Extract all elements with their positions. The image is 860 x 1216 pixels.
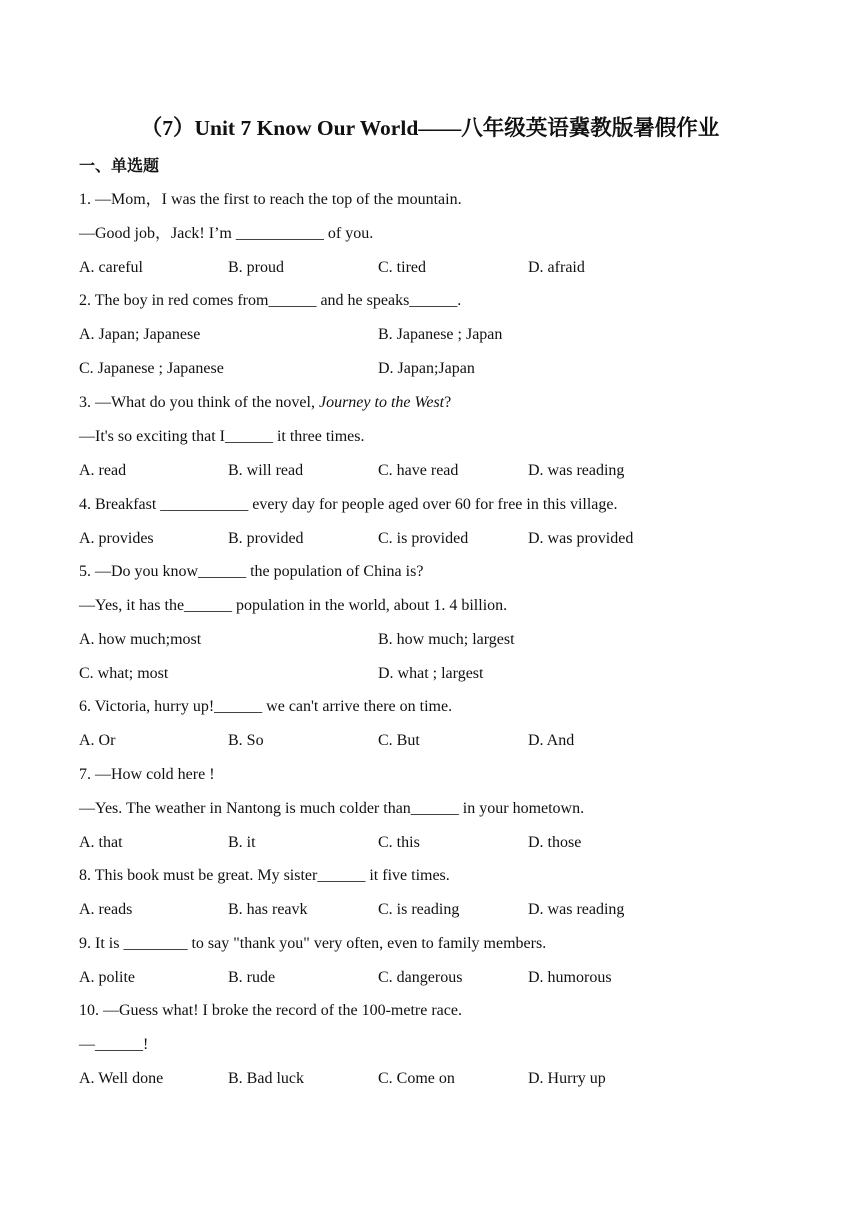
question-2-option-d: D. Japan;Japan — [378, 360, 475, 377]
question-2-option-c: C. Japanese ; Japanese — [79, 360, 224, 377]
question-8-option-b: B. has reavk — [228, 901, 308, 918]
question-9-option-b: B. rude — [228, 969, 276, 986]
question-5-option-a: A. how much;most — [79, 631, 202, 648]
question-3-stem-1 — [79, 392, 451, 414]
question-7-option-b: B. it — [228, 834, 256, 851]
question-7-stem-2: —Yes. The weather in Nantong is much colder than______ in your hometown. — [79, 800, 585, 817]
question-8-option-d: D. was reading — [528, 901, 625, 918]
question-9-option-c: C. dangerous — [378, 969, 463, 986]
question-1-option-c: C. tired — [378, 259, 426, 276]
question-5-stem-2: —Yes, it has the______ population in the world, about 1. 4 billion. — [79, 597, 508, 614]
question-4-option-b: B. provided — [228, 530, 304, 547]
question-2-option-b: B. Japanese ; Japan — [378, 326, 503, 343]
question-3-stem-2: —It's so exciting that I______ it three times. — [79, 428, 365, 445]
novel-title: Journey to the West — [318, 394, 445, 411]
question-10-option-a: A. Well done — [79, 1070, 164, 1087]
question-6-option-c: C. But — [378, 732, 420, 749]
question-1-stem-2: —Good job，Jack! I’m ___________ of you. — [79, 225, 374, 242]
question-6-option-d: D. And — [528, 732, 575, 749]
question-8-option-c: C. is reading — [378, 901, 460, 918]
question-5-option-b: B. how much; largest — [378, 631, 515, 648]
question-6-stem: 6. Victoria, hurry up!______ we can't arrive there on time. — [79, 698, 453, 715]
question-7-stem-1: 7. —How cold here ! — [79, 766, 215, 783]
question-3-option-d: D. was reading — [528, 462, 625, 479]
question-4-option-a: A. provides — [79, 530, 154, 547]
question-5-option-c: C. what; most — [79, 665, 169, 682]
question-4-option-d: D. was provided — [528, 530, 634, 547]
question-1-stem-1: 1. —Mom，I was the first to reach the top of the mountain. — [79, 191, 462, 208]
question-8-stem: 8. This book must be great. My sister______ it five times. — [79, 867, 450, 884]
question-9-option-a: A. polite — [79, 969, 135, 986]
question-5-option-d: D. what ; largest — [378, 665, 484, 682]
question-10-option-b: B. Bad luck — [228, 1070, 304, 1087]
question-3-stem-prefix: 3. —What do you think of the novel, — [79, 394, 319, 411]
question-8-option-a: A. reads — [79, 901, 133, 918]
section-heading: 一、单选题 — [79, 158, 160, 175]
question-5-stem-1: 5. —Do you know______ the population of China is? — [79, 563, 424, 580]
question-2-stem: 2. The boy in red comes from______ and he speaks______. — [79, 292, 462, 309]
question-6-option-b: B. So — [228, 732, 264, 749]
question-3-option-b: B. will read — [228, 462, 304, 479]
question-9-option-d: D. humorous — [528, 969, 612, 986]
question-1-option-b: B. proud — [228, 259, 284, 276]
question-10-option-d: D. Hurry up — [528, 1070, 606, 1087]
question-7-option-d: D. those — [528, 834, 582, 851]
question-6-option-a: A. Or — [79, 732, 116, 749]
question-4-stem: 4. Breakfast ___________ every day for people aged over 60 for free in this village. — [79, 496, 618, 513]
question-10-stem-2: —______! — [79, 1036, 149, 1053]
question-9-stem: 9. It is ________ to say "thank you" very often, even to family members. — [79, 935, 547, 952]
question-2-option-a: A. Japan; Japanese — [79, 326, 201, 343]
question-7-option-c: C. this — [378, 834, 420, 851]
question-3-option-c: C. have read — [378, 462, 459, 479]
question-1-option-d: D. afraid — [528, 259, 585, 276]
question-4-option-c: C. is provided — [378, 530, 469, 547]
question-1-option-a: A. careful — [79, 259, 143, 276]
question-10-stem-1: 10. —Guess what! I broke the record of the 100-metre race. — [79, 1002, 462, 1019]
question-7-option-a: A. that — [79, 834, 123, 851]
question-3-stem-suffix: ? — [444, 394, 452, 411]
page-title: （7）Unit 7 Know Our World——八年级英语冀教版暑假作业 — [140, 116, 720, 140]
question-10-option-c: C. Come on — [378, 1070, 455, 1087]
question-3-option-a: A. read — [79, 462, 127, 479]
